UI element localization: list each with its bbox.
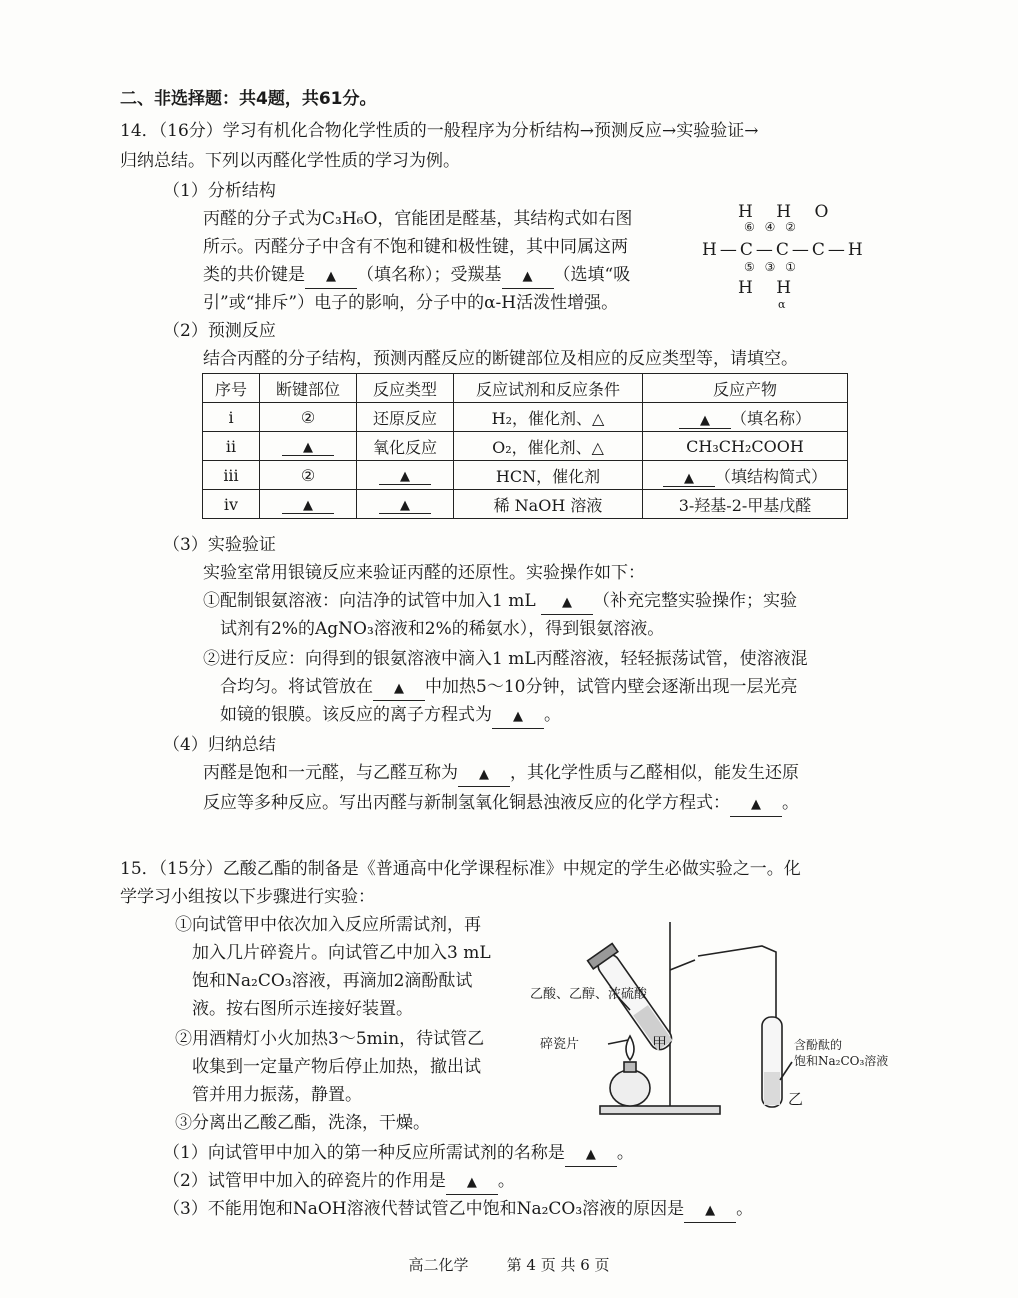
q14-part4-line1	[203, 762, 799, 787]
table-cell	[357, 461, 454, 490]
q15-sub1-end: 。	[616, 1143, 634, 1163]
answer-blank[interactable]	[373, 676, 425, 701]
q14-part3-line3: 试剂有2%的AgNO₃溶液和2%的稀氨水），得到银氨溶液。	[220, 619, 665, 639]
table-cell: 稀 NaOH 溶液	[454, 490, 643, 519]
cell-hint: （填名称）	[730, 408, 811, 428]
answer-blank[interactable]	[730, 792, 782, 817]
table-row	[203, 403, 848, 432]
q15-sub1-text: （1）向试管甲中加入的第一种反应所需试剂的名称是	[163, 1143, 565, 1163]
table-header-row	[203, 374, 848, 403]
answer-blank[interactable]	[684, 1198, 736, 1223]
table-row	[203, 490, 848, 519]
q15-step1-line3: 饱和Na₂CO₃溶液，再滴加2滴酚酞试	[192, 971, 473, 991]
chips-leader	[608, 1040, 628, 1044]
q14-part4-line2b: 。	[782, 793, 799, 813]
q14-part1-line3a: 类的共价键是	[203, 265, 305, 285]
section-title: 二、非选择题：共4题，共61分。	[120, 89, 377, 109]
stand-clamp	[670, 960, 695, 970]
table-cell: ②	[260, 403, 357, 432]
answer-blank[interactable]	[305, 264, 357, 289]
q15-step3-line1: ③分离出乙酸乙酯，洗涤，干燥。	[175, 1113, 430, 1133]
q14-part1-line3b: （填名称）；受羰基	[357, 265, 502, 285]
label-porcelain-chips: 碎瓷片	[540, 1037, 580, 1052]
answer-blank[interactable]	[446, 1170, 498, 1195]
q14-part3-line4: ②进行反应：向得到的银氨溶液中滴入1 mL丙醛溶液，轻轻振荡试管，使溶液混	[203, 649, 808, 669]
q15-sub2-end: 。	[497, 1171, 515, 1191]
answer-blank[interactable]	[492, 704, 544, 729]
table-row	[203, 461, 848, 490]
answer-blank[interactable]	[565, 1142, 617, 1167]
q14-part3-line5	[220, 676, 797, 701]
label-solution-line1: 含酚酞的	[794, 1038, 843, 1052]
q14-part4-line2a: 反应等多种反应。写出丙醛与新制氢氧化铜悬浊液反应的化学方程式：	[203, 793, 730, 813]
q15-sub3-text: （3）不能用饱和NaOH溶液代替试管乙中饱和Na₂CO₃溶液的原因是	[163, 1199, 685, 1219]
ester-apparatus-figure	[530, 912, 890, 1122]
table-cell: 3-羟基-2-甲基戊醛	[643, 490, 848, 519]
stand-base	[600, 1106, 720, 1114]
q14-part3-line6	[220, 704, 561, 729]
q14-part3-line1: 实验室常用银镜反应来验证丙醛的还原性。实验操作如下：	[203, 563, 645, 583]
q15-step2-line3: 管并用力振荡，静置。	[192, 1085, 362, 1105]
q14-part2-title: （2）预测反应	[163, 321, 276, 341]
table-cell: 氧化反应	[357, 432, 454, 461]
table-row	[203, 432, 848, 461]
table-cell: iii	[203, 461, 260, 490]
alcohol-lamp	[610, 1070, 650, 1106]
table-cell: H₂，催化剂、△	[454, 403, 643, 432]
page-footer	[0, 1254, 1018, 1275]
answer-blank[interactable]	[663, 467, 715, 487]
table-cell: CH₃CH₂COOH	[643, 432, 848, 461]
table-header: 断键部位	[260, 374, 357, 403]
table-header: 反应试剂和反应条件	[454, 374, 643, 403]
answer-blank[interactable]	[679, 409, 731, 429]
table-cell: 还原反应	[357, 403, 454, 432]
q15-step1-line1: ①向试管甲中依次加入反应所需试剂，再	[175, 915, 481, 935]
q15-sub2-text: （2）试管甲中加入的碎瓷片的作用是	[163, 1171, 446, 1191]
q14-part3-line2a: ①配制银氨溶液：向洁净的试管中加入1 mL	[203, 591, 536, 611]
table-cell	[643, 403, 848, 432]
q14-part1-line1: 丙醛的分子式为C₃H₆O，官能团是醛基，其结构式如右图	[203, 209, 633, 229]
q15-sub2	[163, 1170, 515, 1195]
lamp-wick-holder	[624, 1062, 636, 1072]
q14-stem-line2: 归纳总结。下列以丙醛化学性质的学习为例。	[120, 151, 460, 171]
q15-sub1	[163, 1142, 634, 1167]
q14-part3-line2b: （补充完整实验操作；实验	[593, 591, 798, 611]
q15-stem-line1: 15．（15分）乙酸乙酯的制备是《普通高中化学课程标准》中规定的学生必做实验之一。化	[120, 859, 801, 879]
q15-step2-line2: 收集到一定量产物后停止加热，撤出试	[192, 1057, 481, 1077]
q15-step1-line4: 液。按右图所示连接好装置。	[192, 999, 413, 1019]
alpha-label: α	[778, 298, 786, 311]
label-tube-jia: 甲	[652, 1034, 668, 1052]
table-header: 反应产物	[643, 374, 848, 403]
label-reagents: 乙酸、乙醇、浓硫酸	[530, 987, 648, 1002]
reaction-table	[202, 373, 848, 519]
q15-stem-line2: 学学习小组按以下步骤进行实验：	[120, 887, 375, 907]
label-tube-yi: 乙	[788, 1090, 804, 1108]
table-header: 反应类型	[357, 374, 454, 403]
table-cell: O₂，催化剂、△	[454, 432, 643, 461]
structure-bond-labels-top: ⑥ ④ ②	[744, 220, 799, 234]
answer-blank[interactable]	[502, 264, 554, 289]
q14-stem-line1: 14．（16分）学习有机化合物化学性质的一般程序为分析结构→预测反应→实验验证→	[120, 121, 759, 141]
answer-blank[interactable]	[458, 762, 510, 787]
answer-blank[interactable]	[379, 465, 431, 485]
table-cell	[260, 490, 357, 519]
q14-part3-line6a: 如镜的银膜。该反应的离子方程式为	[220, 705, 492, 725]
answer-blank[interactable]	[379, 494, 431, 514]
q14-part3-line6b: 。	[544, 705, 561, 725]
q14-part4-line1b: ，其化学性质与乙醛相似，能发生还原	[510, 763, 799, 783]
solution-in-yi	[764, 1072, 780, 1105]
table-cell: ②	[260, 461, 357, 490]
footer-subject: 高二化学	[408, 1256, 469, 1274]
table-cell: i	[203, 403, 260, 432]
table-cell	[260, 432, 357, 461]
q14-part4-line1a: 丙醛是饱和一元醛，与乙醛互称为	[203, 763, 458, 783]
q14-part3-line2	[203, 590, 797, 615]
q14-part1-line3	[203, 264, 630, 289]
q14-part4-title: （4）归纳总结	[163, 735, 276, 755]
table-cell	[357, 490, 454, 519]
cell-hint: （填结构简式）	[714, 466, 827, 486]
propanal-structure	[700, 200, 870, 315]
table-header: 序号	[203, 374, 260, 403]
q14-part1-line4: 引”或“排斥”）电子的影响，分子中的α-H活泼性增强。	[203, 293, 619, 313]
table-cell: iv	[203, 490, 260, 519]
q14-part3-title: （3）实验验证	[163, 535, 276, 555]
q15-sub3	[163, 1198, 753, 1223]
q14-part1-line3c: （选填“吸	[553, 265, 631, 285]
apparatus-drawing	[530, 912, 890, 1122]
table-cell: ii	[203, 432, 260, 461]
structure-bond-labels-bottom: ⑤ ③ ①	[744, 260, 799, 274]
q14-part1-line2: 所示。丙醛分子中含有不饱和键和极性键，其中同属这两	[203, 237, 628, 257]
label-solution-line2: 饱和Na₂CO₃溶液	[794, 1054, 889, 1068]
q14-part4-line2	[203, 792, 799, 817]
q15-sub3-end: 。	[736, 1199, 754, 1219]
answer-blank[interactable]	[282, 436, 334, 456]
q14-part2-line1: 结合丙醛的分子结构，预测丙醛反应的断键部位及相应的反应类型等，请填空。	[203, 349, 798, 369]
q15-step2-line1: ②用酒精灯小火加热3～5min，待试管乙	[175, 1029, 485, 1049]
q15-step1-line2: 加入几片碎瓷片。向试管乙中加入3 mL	[192, 943, 491, 963]
structure-top-atoms: H H O	[738, 202, 838, 222]
q14-part3-line5b: 中加热5～10分钟，试管内壁会逐渐出现一层光亮	[425, 677, 798, 697]
q14-part1-title: （1）分析结构	[163, 181, 276, 201]
structure-main-chain: H—C—C—C—H	[702, 240, 866, 260]
footer-page-number: 第 4 页 共 6 页	[506, 1256, 610, 1274]
table-cell	[643, 461, 848, 490]
structure-bottom-atoms: H H	[738, 278, 801, 298]
table-cell: HCN，催化剂	[454, 461, 643, 490]
answer-blank[interactable]	[282, 494, 334, 514]
answer-blank[interactable]	[541, 590, 593, 615]
q14-part3-line5a: 合均匀。将试管放在	[220, 677, 373, 697]
